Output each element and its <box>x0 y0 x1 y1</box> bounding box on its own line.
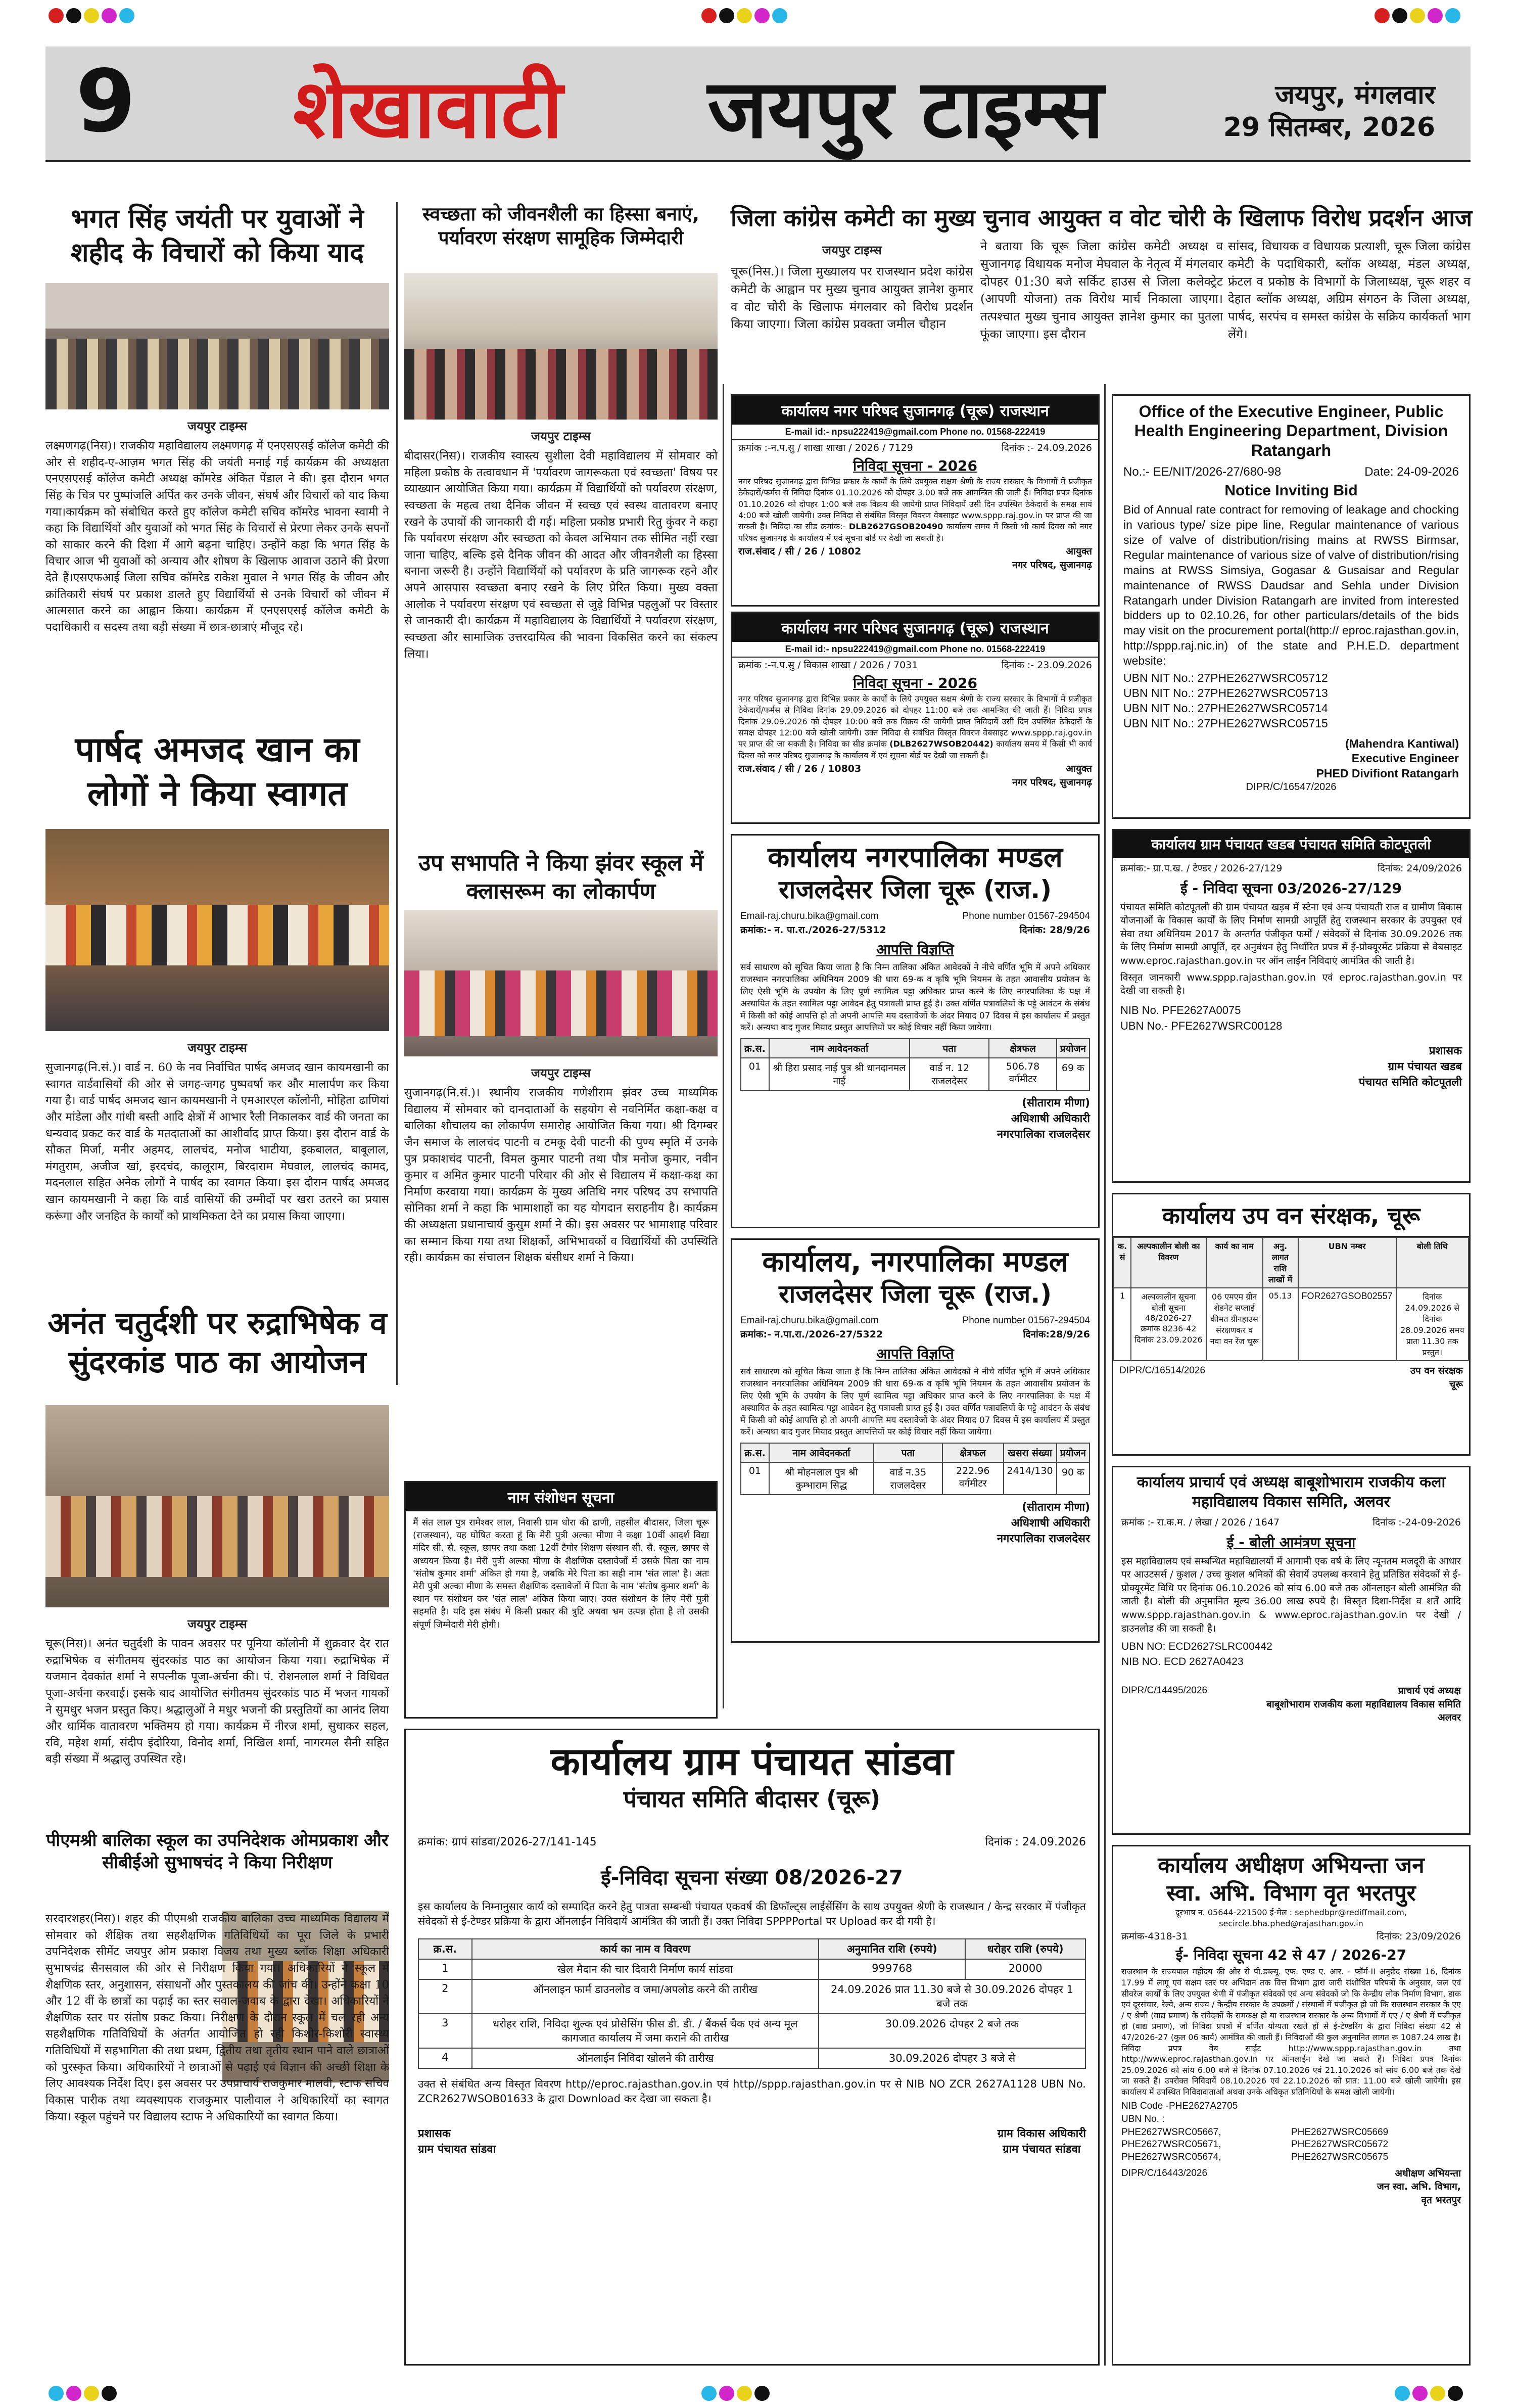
table-header: कार्य का नाम <box>1206 1237 1263 1288</box>
signer-name: (सीताराम मीणा) <box>1022 1501 1090 1514</box>
news-story <box>45 202 389 269</box>
signer-role: अधिशाषी अधिकारी <box>1011 1112 1090 1125</box>
signer-org: जन स्वा. अभि. विभाग, <box>1377 2181 1461 2193</box>
story-photo-inauguration <box>404 910 718 1056</box>
notice-date: दिनांक:28/9/26 <box>1023 1328 1090 1340</box>
tender-notice-sanwa <box>404 1729 1100 2366</box>
notice-ref: क्रमांक:- न.पा.रा./2026-27/5322 <box>740 1328 883 1340</box>
dipr-code: DIPR/C/14495/2026 <box>1121 1685 1208 1696</box>
signer-role: Executive Engineer <box>1351 752 1459 765</box>
notice-signer-org: नगर परिषद, सुजानगढ़ <box>1012 776 1092 788</box>
color-registration-marks-top-left <box>49 8 134 23</box>
notice-email: Email-raj.churu.bika@gmail.com <box>740 911 879 922</box>
notice-ref: क्रमांक-4318-31 <box>1121 1930 1188 1942</box>
masthead-date: 29 सितम्बर, 2026 <box>1223 112 1435 143</box>
signer-org-2: वृत भरतपुर <box>1421 2194 1461 2206</box>
table-cell: FOR2627GSOB02557 <box>1298 1288 1396 1361</box>
story-byline: जयपुर टाइम्स <box>822 243 882 257</box>
table-header: क्र.स. <box>418 1939 472 1959</box>
story-photo-prayer <box>45 1405 389 1607</box>
table-row <box>418 2014 1085 2048</box>
notice-ref: क्रमांक:- न. पा.रा./2026-27/5312 <box>740 924 886 936</box>
ubn-number: UBN NIT No.: 27PHE2627WSRC05712 <box>1123 671 1328 684</box>
signer-name: (Mahendra Kantiwal) <box>1345 736 1459 750</box>
notice-code: (DLB2627WSOB20442) <box>889 739 993 749</box>
table-row <box>418 2048 1085 2068</box>
brand-name-black: जयपुर टाइम्स <box>707 61 1104 156</box>
notice-email: Email-raj.churu.bika@gmail.com <box>740 1315 879 1326</box>
table-cell: 4 <box>418 2048 472 2068</box>
table-header: प्रयोजन <box>1057 1443 1089 1462</box>
notice-office-subtitle: राजलदेसर जिला चूरू (राज.) <box>778 1279 1052 1309</box>
signer-org: PHED Divifiont Ratangarh <box>1316 767 1459 780</box>
notice-title: Notice Inviting Bid <box>1224 482 1358 499</box>
notice-body: नगर परिषद सुजानगढ़ द्वारा विभिन्न प्रकार के कार्यों के लिये उपयुक्त सक्षम श्रेणी के राज्य सरकार के विभागों में प्रजीकृत ठेकेदारों/फर्मस से निविदा दिनांक 01.10.2026 को दोपहर 3.00 बजे तक आमन्त्रित की जाती हैं। निविदा प्रपत्र दिनांक 01.10.2026 को दोपहर 1:00 बजे तक विक्रय की जायेगी प्राप्त निविदायें उसी दिन उपस्थित ठेकेदारों के समक्ष सायं 4:00 बजे खोली जायेगी। उक्त निविदा से संबंधित विस्तृत विवरण वेबसाइट www.sppp.raj.gov.in पर प्राप्त की जा सकती है। निविदा का सीड क्रमांक:- <box>738 476 1092 532</box>
ubn-number: PHE2627WSRC05667, <box>1121 2126 1221 2138</box>
notice-ref: क्रमांक: ग्रापं सांडवा/2026-27/141-145 <box>418 1835 597 1848</box>
notice-office-title: कार्यालय उप वन संरक्षक, चूरू <box>1113 1194 1469 1237</box>
tender-notice-bharatpur <box>1112 1845 1471 2366</box>
table-row <box>418 1979 1085 2014</box>
notice-ref: क्रमांक:- ग्रा.प.ख. / टेण्डर / 2026-27/129 <box>1120 863 1283 874</box>
bid-notice-alwar <box>1112 1466 1471 1835</box>
notice-body-2: कार्यालय समय में किसी भी कार्य दिवस को नगर परिषद सुजानगढ़ के कार्यालय में एवं सूचना बोर्ड पर देखी जा सकती है। <box>738 522 1092 543</box>
ubn-list <box>1121 2126 1461 2164</box>
column-rule <box>396 202 398 1385</box>
notice-title: निविदा सूचना - 2026 <box>852 457 978 474</box>
applicant-table <box>740 1038 1090 1091</box>
notice-body: सर्व साधारण को सूचित किया जाता है कि निम्न तालिका अंकित आवेदकों ने नीचे वर्णित भूमि में अपने अधिकार राजस्थान नगरपालिका अधिनियम 2009 की धारा 69-क व कृषि भूमि नियमन के तहत आवासीय प्रयोजन के लिए ऐसी भूमि के उपयोग के लिए पूर्ण स्वामित्व पट्टा अधिकार प्राप्त करने के लिए नगरपालिका के पक्ष में अस्थायित के तहत स्वामित्व पट्टा आवेदन हेतु पत्रावली प्राप्त हुई है। उक्त वर्णित पत्रावलियों के पट्टे आवंटन के संबंध में किसी को कोई आपत्ति हो तो अपनी आपत्ति मय दस्तावेजों के अंदर मियाद 07 दिवस में इस कार्यालय में प्रस्तुत करें। अन्यथा बाद गुजर मियाद प्रस्तुत आपत्तियों पर कोई विचार नहीं किया जायेगा। <box>740 962 1090 1033</box>
news-story <box>45 728 389 816</box>
story-headline: भगत सिंह जयंती पर युवाओं ने शहीद के विचारों को किया याद <box>71 204 364 268</box>
color-registration-marks-bottom-left <box>49 2386 117 2401</box>
table-row <box>1114 1288 1468 1361</box>
table-row <box>741 1058 1089 1090</box>
notice-office-title: कार्यालय, नगरपालिका मण्डल <box>762 1245 1068 1278</box>
notice-date: दिनांक: 23/09/2026 <box>1376 1930 1461 1942</box>
table-header: बोली तिथि <box>1396 1237 1468 1288</box>
table-header: अनु. लागत राशि लाखों में <box>1263 1237 1298 1288</box>
color-registration-marks-top-right <box>1375 8 1460 23</box>
page-number: 9 <box>76 52 136 152</box>
objection-notice-rajaldesar <box>731 1238 1100 1643</box>
table-header: क्षेत्रफल <box>942 1443 1004 1462</box>
notice-date: दिनांक :- 24.09.2026 <box>1001 442 1092 454</box>
notice-body-2: विस्तृत जानकारी www.sppp.rajasthan.gov.in एवं eproc.rajasthan.gov.in पर देखी जा सकती है। <box>1120 971 1462 997</box>
notice-signer-role: आयुक्त <box>1066 546 1092 558</box>
story-body: लक्ष्मणगढ़(निस)। राजकीय महाविद्यालय लक्ष्मणगढ़ में एनएसएसई कॉलेज कमेटी की ओर से शहीद-ए-आज़म भगत सिंह की जयंती मनाई गई कार्यक्रम की अध्यक्षता एनएसएसई कॉलेज कमेटी अध्यक्ष कॉमरेड अंकित पेंडाल ने की। इस दौरान भगत सिंह के चित्र पर पुष्पांजलि अर्पित कर उनके जीवन, संघर्ष और विचारों को याद किया गया।कार्यक्रम को संबोधित करते हुए कॉलेज कमेटी सचिव कॉमरेड भावना स्वामी ने कहा कि विद्यार्थियों और युवाओं को भगत सिंह के विचारों से प्रेरणा लेकर उनके सपनों को साकार करने की दिशा में आगे बढ़ना चाहिए। उन्होंने कहा कि भगत सिंह के विचार आज भी युवाओं को अन्याय और शोषण के खिलाफ आवाज उठाने की प्रेरणा देते हैं।एसएफआई जिला सचिव कॉमरेड राकेश मुवाल ने भगत सिंह के जीवन और क्रांतिकारी संघर्ष पर प्रकाश डालते हुए विद्यार्थियों से उनके विचारों को जीवन में आत्मसात करने का आह्वान किया। कार्यक्रम में एनएसएसई कॉलेज कमेटी के पदाधिकारी व सदस्य तथा बड़ी संख्या में छात्र-छात्राएं मौजूद रहे। <box>45 439 389 634</box>
news-story <box>45 1830 389 1874</box>
news-story <box>404 849 718 906</box>
story-headline: पार्षद अमजद खान का लोगों ने किया स्वागत <box>75 730 360 814</box>
forest-table <box>1113 1237 1469 1361</box>
color-registration-marks-top-center <box>701 8 787 23</box>
notice-body: मैं संत लाल पुत्र रामेश्वर लाल, निवासी ग्राम धोरा की ढाणी, तहसील बीदासर, जिला चूरू (राजस्थान), यह घोषित करता हूं कि मेरी पुत्री अल्का मीणा ने कक्षा 10वीं आदर्श विद्या मंदिर सी. सै. स्कूल, छापर तथा कक्षा 12वीं टैगोर शिक्षण संस्थान सी. सै. स्कूल, छापर से अध्ययन किया है। मेरी पुत्री अल्का मीणा के शैक्षणिक दस्तावेजों में उसके पिता का नाम 'संतोष कुमार शर्मा' अंकित हो गया है, जबकि मेरे पिता का सही नाम 'संत लाल' है। अतः मेरी पुत्री अल्का मीणा के समस्त शैक्षणिक दस्तावेजों में पिता के नाम 'संतोष कुमार शर्मा' के स्थान पर संशोधन कर 'संत लाल' अंकित किया जाए। उक्त संशोधन के लिए मेरी पुत्री सहमति है। यदि इस संबंध में किसी प्रकार की त्रुटि अथवा भ्रम उत्पन्न होता है तो उसकी संपूर्ण जिम्मेदारी मेरी होगी। <box>413 1517 709 1630</box>
notice-footer: राज.संवाद / सी / 26 / 10803 <box>738 763 862 775</box>
notice-date: Date: 24-09-2026 <box>1364 465 1459 479</box>
notice-body: Bid of Annual rate contract for removing of leakage and chocking in various type/ size pipe line, Regular maintenance of various size of valve of distribution/rising mains at RWSS Birmsar, Regular maintenance of various size of valve of distribution/rising mains at RWSS Simsiya, Gogasar & Gusaisar and Regular maintenance of RWSS Daudsar and Sehla under Division Ratangarh under Division Ratangarh are invited from interested bidders up to 02.10.26, for other particulars/details of the bids may visit on the procurement portal(http:// eproc.rajasthan.gov.in, http://sppp.raj.nic.in) of the state and P.H.E.D. department website: <box>1123 503 1459 668</box>
story-body-col-b: ने बताया कि चूरू जिला कांग्रेस कमेटी अध्यक्ष व सुजानगढ़ विधायक मनोज मेघवाल के नेतृत्व में मंगलवार दोपहर 01:30 बजे सर्किट हाउस से जिला कलेक्ट्रेट (आपणी योजना) तक विरोध मार्च निकाला जाएगा। तत्पश्चात मुख्य चुनाव आयुक्त ज्ञानेश कुमार का पुतला फूंका जाएगा। इस दौरान <box>980 239 1223 341</box>
column-rule <box>723 384 724 1708</box>
story-body-col-c: सांसद, विधायक व विधायक प्रत्याशी, चूरू जिला कांग्रेस कमेटी के पदाधिकारी, ब्लॉक अध्यक्ष, मंडल अध्यक्ष, फ्रंटल व प्रकोष्ठ के विभागों के जिलाध्यक्ष, चूरू शहर व देहात ब्लॉक अध्यक्ष, अग्रिम संगठन के जिला अध्यक्ष, पार्षद, सरपंच व समस्त कांग्रेस के सक्रिय कार्यकर्ता भाग लेंगे। <box>1228 239 1471 341</box>
notice-title: ई - बोली आमंत्रण सूचना <box>1226 1534 1356 1551</box>
table-header: धरोहर राशि (रुपये) <box>965 1939 1085 1959</box>
table-cell: 05.13 <box>1263 1288 1298 1361</box>
signer-org: नगरपालिका राजलदेसर <box>997 1128 1090 1141</box>
story-byline: जयपुर टाइम्स <box>531 1066 591 1080</box>
table-cell: ऑनलाइन फार्म डाउनलोड व जमा/अपलोड करने की तारीख <box>472 1979 819 2014</box>
notice-office-title: कार्यालय ग्राम पंचायत सांडवा <box>550 1739 954 1784</box>
story-photo-welcome <box>45 829 389 1031</box>
nib-code: NIB Code -PHE2627A2705 <box>1121 2100 1238 2111</box>
signer-role: अधीक्षण अभियन्ता <box>1395 2167 1461 2179</box>
notice-title: आपत्ति विज्ञप्ति <box>876 1346 954 1363</box>
table-header: क. सं <box>1114 1237 1131 1288</box>
column-rule <box>1104 384 1106 2366</box>
table-cell: 01 <box>741 1462 769 1495</box>
story-photo-seminar <box>404 273 718 420</box>
story-byline: जयपुर टाइम्स <box>531 429 591 443</box>
ubn-number: PHE2627WSRC05672 <box>1291 2139 1389 2150</box>
notice-date: दिनांक : 24.09.2026 <box>985 1835 1086 1848</box>
ubn-number: PHE2627WSRC05669 <box>1291 2126 1389 2138</box>
signer-role: ग्राम विकास अधिकारी <box>997 2127 1086 2141</box>
table-cell: 01 <box>741 1058 769 1090</box>
nib-number: NIB No. PFE2627A0075 <box>1120 1003 1241 1016</box>
ubn-number: UBN NIT No.: 27PHE2627WSRC05713 <box>1123 686 1328 700</box>
notice-body-2: कार्यालय समय में किसी भी कार्य दिवस को नगर परिषद सुजानगढ़ के कार्यालय में एवं सूचना बोर्ड पर देखी जा सकती है। <box>738 739 1093 760</box>
table-cell: 506.78 वर्गमीटर <box>989 1058 1056 1090</box>
notice-phone: Phone number 01567-294504 <box>962 1315 1090 1326</box>
ubn-label: UBN No. : <box>1121 2114 1165 2125</box>
table-cell: दिनांक 24.09.2026 से दिनांक 28.09.2026 समय प्रातः 11.30 तक प्रस्तुत। <box>1396 1288 1468 1361</box>
notice-title: ई- निविदा सूचना 42 से 47 / 2026-27 <box>1175 1947 1407 1964</box>
table-header: कार्य का नाम व विवरण <box>472 1939 819 1959</box>
signer-org: चूरू <box>1449 1378 1463 1390</box>
table-cell: श्री हिरा प्रसाद नाई पुत्र श्री धानदानमल नाई <box>769 1058 910 1090</box>
table-cell: 69 क <box>1057 1058 1089 1090</box>
table-cell: अल्पकालीन सूचना बोली सूचना 48/2026-27 क्रमांक 8236-42 दिनांक 23.09.2026 <box>1131 1288 1206 1361</box>
story-body: सुजानगढ़(नि.सं.)। स्थानीय राजकीय गणेशीराम झंवर उच्च माध्यमिक विद्यालय में सोमवार को दानदाताओं के सहयोग से नवनिर्मित कक्षा-कक्ष व बालिका शौचालय का लोकार्पण समारोह आयोजित किया गया। श्री दिगम्बर जैन समाज के लालचंद पाटनी व टमकू देवी पाटनी की पुण्य स्मृति में उनके पुत्र प्रकाशचंद पाटनी, विमल कुमार पाटनी तथा पौत्र मनोज कुमार, नवीन कुमार व अमित कुमार पाटनी परिवार की ओर से विद्यालय में कक्षा-कक्ष का निर्माण करवाया गया। कार्यक्रम के मुख्य अतिथि नगर परिषद उप सभापति सोनिका शर्मा ने कहा कि भामाशाहों का यह योगदान सराहनीय है। कार्यक्रम की अध्यक्षता प्रधानाचार्य कुसुम शर्मा ने की। इस अवसर पर भामाशाह परिवार का सम्मान किया गया तथा शिक्षकों, अभिभावकों व विद्यार्थियों की उपस्थिति रही। कार्यक्रम का संचालन शिक्षक बंसीधर शर्मा ने किया। <box>404 1086 718 1265</box>
table-cell: ऑनलाईन निविदा खोलने की तारीख <box>472 2048 819 2068</box>
notice-body: इस कार्यालय के निम्नानुसार कार्य को सम्पादित करने हेतु पात्रता सम्बन्धी पंचायत एकवर्ष की डिफॉल्ट्स लाईसेंसिंग के साथ उपयुक्त श्रेणी के राजस्थान / केन्द्र सरकार में पंजीकृत संवेदकों से ई-टेण्डर प्रक्रिया के द्वारा ऑनलाईन निविदायें आमंत्रित की जाती हैं। उक्त निविदा SPPPPortal पर Upload कर दी गयी है। <box>418 1900 1086 1928</box>
table-cell: 999768 <box>819 1959 965 1979</box>
table-row <box>741 1462 1089 1495</box>
notice-date: दिनांक :-24-09-2026 <box>1372 1517 1461 1528</box>
table-cell: 2 <box>418 1979 472 2014</box>
notice-body: नगर परिषद सुजानगढ़ द्वारा विभिन्न प्रकार के कार्यों के लिये उपयुक्त सक्षम श्रेणी के राज्य सरकार के विभागों में प्रजीकृत ठेकेदारों/फर्मस से निविदा दिनांक 29.09.2026 को दोपहर 11:00 बजे तक आमन्त्रित की जाती हैं। निविदा प्रपत्र दिनांक 29.09.2026 को दोपहर 10:00 बजे तक विक्रय की जायेगी प्राप्त निविदायें उसी दिन उपस्थित ठेकेदारों के समक्ष दोपहर 12:00 बजे खोली जायेगी। उक्त निविदा से संबंधित विस्तृत विवरण वेबसाइट www.sppp.raj.gov.in पर प्राप्त की जा सकती है। निविदा का सीड क्रमांक <box>738 693 1092 749</box>
signer-role: प्रशासक <box>418 2127 451 2141</box>
table-cell: धरोहर राशि, निविदा शुल्क एवं प्रोसेसिंग फीस डी. डी. / बैंकर्स चैक एवं अन्य मूल कागजात कार्यालय में जमा कराने की तारीख <box>472 2014 819 2048</box>
signer-org: ग्राम पंचायत सांडवा <box>418 2143 496 2156</box>
tender-table <box>418 1938 1086 2069</box>
story-headline: जिला कांग्रेस कमेटी का मुख्य चुनाव आयुक्त व वोट चोरी के खिलाफ विरोध प्रदर्शन आज <box>731 204 1473 231</box>
objection-notice-rajaldesar <box>731 834 1100 1228</box>
notice-phone: Phone number 01567-294504 <box>962 911 1090 922</box>
table-row <box>418 1959 1085 1979</box>
story-headline: पीएमश्री बालिका स्कूल का उपनिदेशक ओमप्रकाश और सीबीईओ सुभाषचंद ने किया निरीक्षण <box>46 1830 389 1873</box>
table-cell: वार्ड न. 12 राजलदेसर <box>910 1058 989 1090</box>
story-body: सरदारशहर(निस)। शहर की पीएमश्री राजकीय बालिका उच्च माध्यमिक विद्यालय में सोमवार को शैक्षिक तथा सहशैक्षणिक गतिविधियों का पूरा जिले के प्रभारी उपनिदेशक सीमेंट जयपुर ओम प्रकाश विजय तथा मुख्य ब्लॉक शिक्षा अधिकारी सुभाषचंद्र सैनसवाल की ओर से निरीक्षण किया गया। अधिकारियों ने स्कूल में शैक्षणिक स्तर, अनुशासन, संसाधनों और पुस्तकालय की जांच की। उन्होंने कक्षा 10 और 12 वीं के छात्रों का पढ़ाई का स्तर सवाल-जवाब के द्वारा देखा। अधिकारियों ने शैक्षणिक स्तर पर संतोष प्रकट किया। निरीक्षण के दौरान स्कूल में चल रही अन्य सहशैक्षणिक गतिविधियों के अंतर्गत आयोजित हो रही किशोर-किशोरी स्वास्थ्य गतिविधियों में सहभागिता की तथा प्रथम, द्वितीय तथा तृतीय स्थान पाने वाले छात्राओं को पुरस्कृत किया। अधिकारियों ने छात्राओं से पढ़ाई एवं विज्ञान की अच्छी शिक्षा के लिए आवश्यक निर्देश दिए। इस अवसर पर उपप्राचार्य राजकुमार मालवी, स्टाफ सचिव विकास पारीक तथा व्यवस्थापक राजकुमार पालीवाल ने अधिकारियों का स्वागत किया। स्कूल पहुंचने पर विद्यालय स्टाफ ने अधिकारियों का स्वागत किया। <box>45 1912 389 2123</box>
signer-role: प्रशासक <box>1429 1045 1462 1058</box>
nib-number: NIB NO. ECD 2627A0423 <box>1121 1655 1244 1668</box>
table-cell: 2414/130 <box>1004 1462 1057 1495</box>
notice-body: सर्व साधारण को सूचित किया जाता है कि निम्न तालिका अंकित आवेदकों ने नीचे वर्णित भूमि में अपने अधिकार राजस्थान नगरपालिका अधिनियम 2009 की धारा 69-क व कृषि भूमि नियमन के तहत आवासीय प्रयोजन के लिए ऐसी भूमि के उपयोग के लिए पूर्ण स्वामित्व पट्टा अधिकार प्राप्त करने के लिए नगरपालिका के पक्ष में अस्थायित के तहत स्वामित्व पट्टा आवेदन हेतु पत्रावली प्राप्त हुई है। उक्त वर्णित पत्रावलियों के पट्टे आवंटन के संबंध में किसी को कोई आपत्ति हो तो अपनी आपत्ति मय दस्तावेजों के अंदर मियाद 07 दिवस में इस कार्यालय में प्रस्तुत करें। अन्यथा बाद गुजर मियाद प्रस्तुत आपत्तियों पर कोई विचार नहीं किया जायेगा। <box>740 1367 1090 1438</box>
notice-contact: दूरभाष न. 05644-221500 ई-मेल : sephedbpr@rediffmail.com, secircle.bha.phed@rajasthan.gov.in <box>1175 1908 1407 1929</box>
table-header: पता <box>874 1443 942 1462</box>
masthead-place-day: जयपुर, मंगलवार <box>1275 80 1435 110</box>
signer-org: बाबूशोभाराम राजकीय कला महाविद्यालय विकास समिति अलवर <box>1266 1698 1461 1724</box>
notice-office-title: कार्यालय प्राचार्य एवं अध्यक्ष बाबूशोभाराम राजकीय कला महाविद्यालय विकास समिति, अलवर <box>1136 1473 1446 1511</box>
masthead <box>45 47 1471 162</box>
notice-office-bar: कार्यालय ग्राम पंचायत खडब पंचायत समिति कोटपूतली <box>1113 830 1469 858</box>
table-header: UBN नम्बर <box>1298 1237 1396 1288</box>
signer-role: उप वन संरक्षक <box>1410 1365 1463 1376</box>
dipr-code: DIPR/C/16514/2026 <box>1119 1365 1206 1376</box>
ubn-list <box>1123 671 1459 731</box>
tender-notice-khadab <box>1112 829 1471 1183</box>
notice-contact: E-mail id:- npsu222419@gmail.com Phone no. 01568-222419 <box>732 642 1098 658</box>
table-cell: 24.09.2026 प्रात 11.30 बजे से 30.09.2026 दोपहर 1 बजे तक <box>819 1979 1085 2014</box>
notice-title: ई - निविदा सूचना 03/2026-27/129 <box>1180 879 1402 897</box>
story-body: सुजानगढ़(नि.सं.)। वार्ड न. 60 के नव निर्वाचित पार्षद अमजद खान कायमखानी का स्वागत वार्डवासियों की ओर से जगह-जगह पुष्पवर्षा कर और मालार्पण कर किया गया है। वार्ड पार्षद अमजद खान कायमखानी ने एमआरएल कॉलोनी, मोहिता ढाणियां और मांडेला और गांधी बस्ती आदि क्षेत्रों में आभार रैली निकालकर वार्ड की जनता का धन्यवाद प्रकट कर वार्ड के मतदाताओं का आशीर्वाद प्राप्त किया। इस दौरान वार्ड के सौकत मिर्जा, मनीर अहमद, लालचंद, मनोज भाटीया, इकबालत, बाबूलाल, मंगतुराम, अजीज खां, इरदचंद, कालूराम, बिरदाराम मेघवाल, लालचंद कामद, मदनलाल सहित अनेक लोगों ने पार्षद का स्वागत किया। इस दौरान पार्षद अमजद खान कायमखानी ने कहा कि वार्ड वासियों की उम्मीदों पर खरा उतरने का प्रयास करूंगा और जनहित के कार्यों को प्राथमिकता देने का प्रयास किया जाएगा। <box>45 1061 389 1223</box>
notice-ref: No.:- EE/NIT/2026-27/680-98 <box>1123 465 1282 479</box>
story-headline: उप सभापति ने किया झंवर स्कूल में क्लासरूम का लोकार्पण <box>418 850 703 905</box>
signer-org: ग्राम पंचायत सांडवा <box>1003 2143 1081 2156</box>
signer-role: प्राचार्य एवं अध्यक्ष <box>1398 1685 1461 1696</box>
table-header: क्र.स. <box>741 1039 769 1058</box>
story-body: चूरू(निस)। अनंत चतुर्दशी के पावन अवसर पर पूनिया कॉलोनी में शुक्रवार देर रात रुद्राभिषेक व संगीतमय सुंदरकांड पाठ का आयोजन किया गया। रुद्राभिषेक में यजमान देवकांत शर्मा ने सपत्नीक पूजा-अर्चना की। पं. रोशनलाल शर्मा ने विधिवत पूजा-अर्चना करवाई। इसके बाद आयोजित संगीतमय सुंदरकांड पाठ में भजन गायकों ने सुमधुर भजन प्रस्तुत किए। श्रद्धालुओं ने मधुर भजनों की प्रस्तुतियों का आनंद लिया और धार्मिक वातावरण भक्तिमय हो गया। कार्यक्रम में नीरज शर्मा, सुधाकर सहल, रवि, महेश शर्मा, संदीप इंदोरिया, विनोद शर्मा, निखिल शर्मा, नागरमल सैनी सहित बड़ी संख्या में श्रद्धालु उपस्थित रहे। <box>45 1637 389 1766</box>
signer-org-2: पंचायत समिति कोटपूतली <box>1358 1076 1462 1089</box>
applicant-table <box>740 1443 1090 1495</box>
news-story <box>45 1304 389 1382</box>
table-cell: 3 <box>418 2014 472 2048</box>
bid-notice-phed <box>1112 394 1471 819</box>
tender-notice-sujangarh <box>731 612 1100 824</box>
signer-name: (सीताराम मीणा) <box>1022 1097 1090 1110</box>
notice-signer-org: नगर परिषद, सुजानगढ़ <box>1012 559 1092 571</box>
tender-notice-sujangarh <box>731 394 1100 607</box>
table-cell: वार्ड न.35 राजलदेसर <box>874 1462 942 1495</box>
notice-office-title: कार्यालय नगरपालिका मण्डल <box>768 841 1063 874</box>
story-headline: स्वच्छता को जीवनशैली का हिस्सा बनाएं, पर्यावरण संरक्षण सामूहिक जिम्मेदारी <box>422 203 699 249</box>
notice-office-subtitle: राजलदेसर जिला चूरू (राज.) <box>778 875 1052 905</box>
table-header: क्षेत्रफल <box>989 1039 1056 1058</box>
notice-footer: राज.संवाद / सी / 26 / 10802 <box>738 546 862 558</box>
table-cell: 30.09.2026 दोपहर 2 बजे तक <box>819 2014 1085 2048</box>
signer-role: अधिशाषी अधिकारी <box>1011 1516 1090 1530</box>
ubn-number: UBN NIT No.: 27PHE2627WSRC05715 <box>1123 716 1328 730</box>
color-registration-marks-bottom-center <box>701 2386 770 2401</box>
ubn-number: PHE2627WSRC05675 <box>1291 2152 1389 2163</box>
table-cell: 1 <box>418 1959 472 1979</box>
news-story <box>404 202 718 250</box>
notice-office-bar: कार्यालय नगर परिषद सुजानगढ़ (चूरू) राजस्थान <box>732 613 1098 642</box>
notice-body: राजस्थान के राज्यपाल महोदय की ओर से पी.डब्ल्यू. एफ. एण्ड ए. आर. - फॉर्म-II अनुछेद संख्या 16, दिनांक 17.99 में लागू एवं सक्षम स्तर पर अभिदान तक वित्त विभाग द्वारा जारी संशोधित परिपत्रों के अनुसार, जल एवं सीवरेज कार्यों के लिए उपयुक्त श्रेणी में पंजीकृत संवेदकों एवं अन्य संवेदकों जो कि केन्द्रीय लोक निर्माण विभाग, डाक एवं दूरसंचार, रेल्वे, अन्य राज्य / केन्द्रीय सरकार के उपक्रमों / संस्थानों में पंजीकृत हो जो कि राजस्थान सरकार के एए / ए श्रेणी (वाद्य प्रमाण) के संवेदकों के समकक्ष हो या राजस्थान सरकार के अन्य विभागों में एए / ए श्रेणी में पंजीकृत हो (वाद्य प्रमाण), जो निविदा प्रपत्रों में वर्णित योग्यता रखते हों से ई-टेण्डरिंग के द्वारा निविदा संख्या 42 से 47/2026-27 (कुल 06 कार्य) आमंत्रित की जाती हैं। निविदाओं की कुल अनुमानित लागत रू 1087.24 लाख है। निविदा प्रपत्र वेब साईट http://www.sppp.rajasthan.gov.in तथा http://www.eproc.rajasthan.gov.in पर ऑनलाईन देखे जा सकते हैं। निविदा प्रपत्र दिनांक 25.09.2026 को सांय 6.00 बजे से दिनांक 07.10.2026 एवं 21.10.2026 को सांय 6.00 बजे तक देखे जा सकते हैं। उपरोक्त निविदायें 08.10.2026 एवं 22.10.2026 को प्रात: 11.00 बजे खोली जायेगी। इस कार्यालय में उपस्थित निविदादाताओं अथवा उनके अधिकृत प्रतिनिधियों के समक्ष खोली जायेगी। <box>1121 1967 1461 2097</box>
table-header: अल्पकालीन बोली का विवरण <box>1131 1237 1206 1288</box>
color-registration-marks-bottom-right <box>1395 2386 1463 2401</box>
notice-title: निविदा सूचना - 2026 <box>852 674 978 691</box>
ubn-number: PHE2627WSRC05674, <box>1121 2152 1221 2163</box>
table-header: प्रयोजन <box>1057 1039 1089 1058</box>
table-header: खसरा संख्या <box>1004 1443 1057 1462</box>
story-byline: जयपुर टाइम्स <box>187 419 247 433</box>
table-header: नाम आवेदनकर्ता <box>769 1443 874 1462</box>
notice-office-bar: कार्यालय नगर परिषद सुजानगढ़ (चूरू) राजस्थान <box>732 396 1098 425</box>
table-header: क्र.स. <box>741 1443 769 1462</box>
ubn-number: PHE2627WSRC05671, <box>1121 2139 1221 2150</box>
story-headline: अनंत चतुर्दशी पर रुद्राभिषेक व सुंदरकांड पाठ का आयोजन <box>48 1306 387 1380</box>
notice-office-subtitle: स्वा. अभि. विभाग वृत भरतपुर <box>1166 1880 1416 1906</box>
notice-ref: क्रमांक :- रा.क.म. / लेखा / 2026 / 1647 <box>1121 1517 1280 1528</box>
story-body: बीदासर(निस)। राजकीय स्वास्त्य सुशीला देवी महाविद्यालय में सोमवार को महिला प्रकोष्ठ के तत्वावधान में 'पर्यावरण जागरूकता एवं स्वच्छता' विषय पर व्याख्यान आयोजित किया गया। कार्यक्रम में विद्यार्थियों को पर्यावरण संरक्षण, स्वच्छता के महत्व तथा दैनिक जीवन में स्वच्छ एवं स्वस्थ वातावरण बनाए रखने के उपायों की जानकारी दी गई। महिला प्रकोष्ठ प्रभारी रितु कुंवर ने कहा कि पर्यावरण संरक्षण और स्वच्छता को केवल अभियान तक सीमित नहीं रखा जाना चाहिए, बल्कि इसे दैनिक जीवन की आदत और जीवनशैली का हिस्सा बनाना जरूरी है। उन्होंने विद्यार्थियों को पर्यावरण के प्रति जागरूक रहने और अपने आसपास स्वच्छता बनाए रखने के लिए प्रेरित किया। मुख्य वक्ता आलोक ने पर्यावरण संरक्षण एवं स्वच्छता से जुड़े विभिन्न पहलुओं पर विस्तार से जानकारी दी। कार्यक्रम में महाविद्यालय के विद्यार्थियों ने पर्यावरण संरक्षण, स्वच्छता और सामाजिक उत्तरदायित्व की भावना विकसित करने का संकल्प लिया। <box>404 449 718 661</box>
table-cell: 06 एमएम ग्रीन शेडनेट सप्लाई कीमत ग्रीनहाउस संरक्षणकर व नवा वन रेंज चूरू <box>1206 1288 1263 1361</box>
dipr-code: DIPR/C/16443/2026 <box>1121 2167 1208 2179</box>
story-byline: जयपुर टाइम्स <box>187 1617 247 1631</box>
table-cell: 90 क <box>1057 1462 1089 1495</box>
notice-office-title: कार्यालय अधीक्षण अभियन्ता जन <box>1158 1853 1425 1878</box>
notice-code: DLB2627GSOB20490 <box>848 522 943 532</box>
notice-date: दिनांक: 24/09/2026 <box>1377 863 1462 874</box>
story-body-col-a: चूरू(निस.)। जिला मुख्यालय पर राजस्थान प्रदेश कांग्रेस कमेटी के आह्वान पर मुख्य चुनाव आयुक्त ज्ञानेश कुमार व वोट चोरी के खिलाफ मंगलवार को विरोध प्रदर्शन किया जाएगा। जिला कांग्रेस प्रवक्ता जमील चौहान <box>731 264 973 332</box>
table-cell: 1 <box>1114 1288 1131 1361</box>
signer-org: नगरपालिका राजलदेसर <box>997 1532 1090 1545</box>
notice-date: दिनांक :- 23.09.2026 <box>1001 660 1092 671</box>
notice-office-title: Office of the Executive Engineer, Public Health Engineering Department, Division Ratangarh <box>1134 402 1448 459</box>
dipr-code: DIPR/C/16547/2026 <box>1246 781 1337 793</box>
notice-title: नाम संशोधन सूचना <box>406 1483 716 1511</box>
table-cell: 30.09.2026 दोपहर 3 बजे से <box>819 2048 1085 2068</box>
notice-title: ई-निविदा सूचना संख्या 08/2026-27 <box>601 1866 903 1889</box>
table-header: नाम आवेदनकर्ता <box>769 1039 910 1058</box>
ubn-number: UBN NO: ECD2627SLRC00442 <box>1121 1641 1272 1653</box>
table-cell: खेल मैदान की चार दिवारी निर्माण कार्य सांडवा <box>472 1959 819 1979</box>
notice-signer-role: आयुक्त <box>1066 763 1092 775</box>
notice-contact: E-mail id:- npsu222419@gmail.com Phone no. 01568-222419 <box>732 425 1098 440</box>
notice-body: इस महाविद्यालय एवं सम्बन्धित महाविद्यालयों में आगामी एक वर्ष के लिए न्यूनतम मजदूरी के आधार पर आउटसर्स / कुशल / उच्च कुशल श्रमिकों की सेवायें उपलब्ध करवाने हेतु प्रतिष्ठित संवेदकों से ई-प्रोक्यूरमेंट विधि पर दिनांक 06.10.2026 को सांय 6.00 बजे तक ऑनलाइन बोली आमंत्रित की जाती है। बोली की अनुमानित मूल्य 36.00 लाख रुपये है। विस्तृत दिशा-निर्देश व शर्तें आदि www.sppp.rajasthan.gov.in & www.eproc.rajasthan.gov.in पर देखी / डाउनलोड की जा सकती है। <box>1121 1555 1461 1634</box>
name-change-notice <box>404 1481 718 1719</box>
brand-name-red: शेखावाटी <box>293 61 563 156</box>
notice-footer: उक्त से संबंधित अन्य विस्तृत विवरण http//eproc.rajasthan.gov.in एवं http//sppp.rajasthan.gov.in पर से NIB NO ZCR 2627A1128 UBN No. ZCR2627WSOB01633 के द्वारा Download कर देखा जा सकता है। <box>418 2077 1086 2105</box>
story-photo-group <box>45 283 389 409</box>
table-cell: श्री मोहनलाल पुत्र श्री कुम्भाराम सिद्ध <box>769 1462 874 1495</box>
notice-office-subtitle: पंचायत समिति बीदासर (चूरू) <box>623 1785 881 1813</box>
table-header: पता <box>910 1039 989 1058</box>
forest-notice-churu <box>1112 1193 1471 1456</box>
ubn-number: UBN No.- PFE2627WSRC00128 <box>1120 1019 1283 1032</box>
story-byline: जयपुर टाइम्स <box>187 1041 247 1055</box>
ubn-number: UBN NIT No.: 27PHE2627WSRC05714 <box>1123 701 1328 715</box>
notice-ref: क्रमांक :-न.प.सु / शाखा शाखा / 2026 / 7129 <box>738 442 913 454</box>
notice-ref: क्रमांक :-न.प.सु / विकास शाखा / 2026 / 7031 <box>738 660 918 671</box>
signer-org: ग्राम पंचायत खडब <box>1388 1060 1462 1074</box>
notice-date: दिनांक: 28/9/26 <box>1019 924 1090 936</box>
top-story <box>731 203 1471 233</box>
table-header: अनुमानित राशि (रुपये) <box>819 1939 965 1959</box>
table-cell: 222.96 वर्गमीटर <box>942 1462 1004 1495</box>
table-cell: 20000 <box>965 1959 1085 1979</box>
notice-title: आपत्ति विज्ञप्ति <box>876 941 954 958</box>
notice-body: पंचायत समिति कोटपूतली की ग्राम पंचायत खड़ब में स्टेना एवं अन्य पंचायती राज व ग्रामीण विकास योजनाओं के विकास कार्यों के लिए निर्माण सामग्री आपूर्ति हेतु राजस्थान सरकार के उपयुक्त एवं सेवा तथा अधिनियम 2017 के अन्तर्गत पंजीकृत फर्मों / संवेदकों से दिनांक 30.09.2026 तक के लिए निर्माण सामग्री आपूर्ति, दर अनुबंधन हेतु निर्धारित प्रपत्र में ई-प्रोक्यूरमेंट प्रक्रिया से वेबसाइट www.eproc.rajasthan.gov.in पर ऑन लाईन निविदाएं आमंत्रित की जाती है। <box>1120 901 1462 966</box>
